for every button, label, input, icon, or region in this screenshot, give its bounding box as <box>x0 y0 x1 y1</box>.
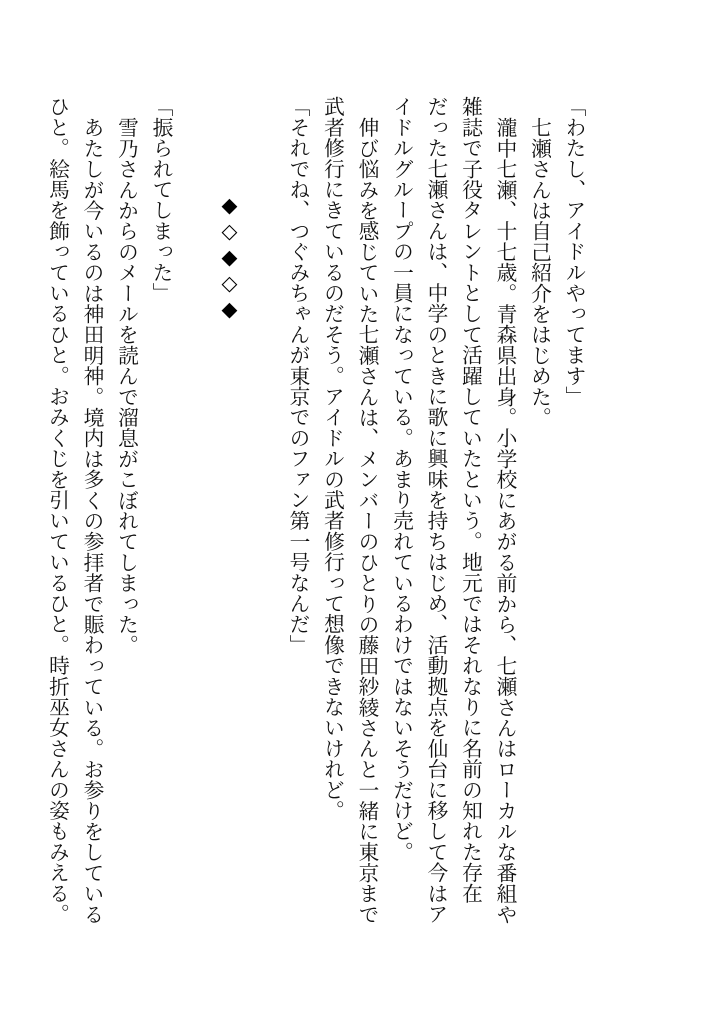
section-divider: ◆◇◆◇◆ <box>217 193 242 323</box>
dialogue-line: 「それでね、つぐみちゃんが東京でのファン第一号なんだ」 <box>286 96 310 655</box>
narration-paragraph: 雪乃さんからのメールを読んで溜息がこぼれてしまった。 <box>114 116 139 655</box>
narration-paragraph: 瀧中七瀬、十七歳。青森県出身。小学校にあがる前から、七瀬さんはローカルな番組や雑誌で子役タレントとして活躍していたという。地元ではそれなりに名前の知れた存在だった七瀬さんは、中学のときに歌に興味を持ちはじめ、活動拠点を仙台に移して今はアイドルグループの一員になっている。あまり売れているわけではないそうだけど。 <box>389 96 517 924</box>
dialogue-line: 「振られてしまった」 <box>149 96 173 303</box>
dialogue-line: 「わたし、アイドルやってます」 <box>562 96 586 407</box>
narration-paragraph: 伸び悩みを感じていた七瀬さんは、メンバーのひとりの藤田紗綾さんと一緒に東京まで武者修行にきているのだそう。アイドルの武者修行って想像できないけれど。 <box>320 96 379 924</box>
narration-paragraph: あたしが今いるのは神田明神。境内は多くの参拝者で賑わっている。お参りをしているひと。絵馬を飾っているひと。おみくじを引いているひと。時折巫女さんの姿もみえる。 <box>45 96 104 924</box>
novel-text-area <box>40 96 591 929</box>
narration-paragraph: 七瀬さんは自己紹介をはじめた。 <box>527 116 552 428</box>
